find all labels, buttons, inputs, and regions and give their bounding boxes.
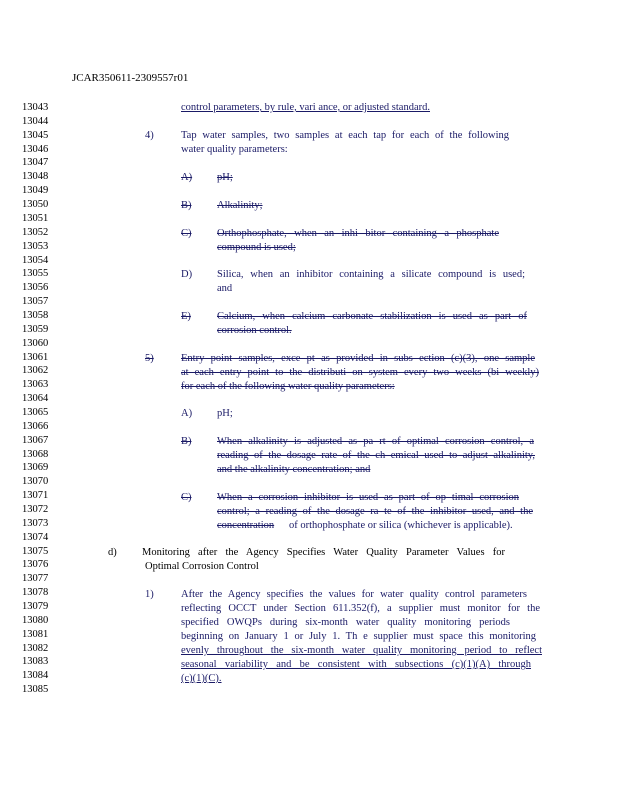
item-c-label: C) [181, 492, 192, 503]
item-c-label: C) [181, 228, 192, 239]
line-number: 13081 [22, 628, 49, 640]
item-5-label: 5) [145, 353, 154, 364]
line-number: 13084 [22, 670, 49, 682]
item-e-label: E) [181, 311, 191, 322]
text-line-13078: After the Agency specifies the values for water quality control parameters [181, 589, 527, 600]
line-number: 13065 [22, 406, 49, 418]
line-number: 13082 [22, 642, 49, 654]
text-line-13059: corrosion control. [217, 325, 292, 336]
line-number: 13075 [22, 545, 49, 557]
line-number: 13070 [22, 476, 49, 488]
text-line-13063: for each of the following water quality parameters: [181, 381, 395, 392]
line-number: 13071 [22, 490, 49, 502]
line-number: 13076 [22, 559, 49, 571]
line-number: 13046 [22, 143, 49, 155]
document-id: JCAR350611-2309557r01 [72, 72, 189, 84]
line-number: 13043 [22, 102, 49, 113]
line-number: 13085 [22, 684, 49, 696]
line-number: 13068 [22, 448, 49, 460]
text-line-13073: of orthophosphate or silica (whichever is applicable). [289, 520, 513, 531]
text-line-13068: reading of the dosage rate of the ch emical used to adjust alkalinity, [217, 450, 535, 461]
line-number: 13063 [22, 379, 49, 391]
line-number: 13059 [22, 323, 49, 335]
text-line-13079: reflecting OCCT under Section 611.352(f), a supplier must monitor for the [181, 603, 540, 614]
text-line-13058: Calcium, when calcium carbonate stabilization is used as part of [217, 311, 527, 322]
text-line-13069: and the alkalinity concentration; and [217, 464, 371, 475]
line-number: 13062 [22, 365, 49, 377]
line-number: 13067 [22, 434, 49, 446]
item-1-label: 1) [145, 589, 154, 600]
line-number: 13044 [22, 115, 49, 127]
text-line-13072: control; a reading of the dosage ra te of the inhibitor used, and the [217, 506, 533, 517]
item-b-label: B) [181, 436, 192, 447]
text-line-13050: Alkalinity; [217, 200, 263, 211]
line-number: 13073 [22, 517, 49, 529]
line-number: 13055 [22, 268, 49, 280]
text-line-13065: pH; [217, 408, 233, 419]
line-number: 13060 [22, 337, 49, 349]
line-number: 13051 [22, 212, 49, 224]
text-line-13082: evenly throughout the six-month water quality monitoring period to reflect [181, 645, 542, 656]
line-number: 13079 [22, 601, 49, 612]
text-line-13083: seasonal variability and be consistent with subsections (c)(1)(A) through [181, 659, 531, 670]
text-line-13045: Tap water samples, two samples at each tap for each of the following [181, 130, 509, 141]
text-line-13061: Entry point samples, exce pt as provided in subs ection (c)(3), one sample [181, 353, 535, 364]
line-number: 13080 [22, 614, 49, 626]
text-line-13084: (c)(1)(C). [181, 673, 222, 684]
line-number: 13074 [22, 531, 49, 543]
line-number: 13077 [22, 573, 49, 585]
line-number: 13048 [22, 171, 49, 183]
text-line-13067: When alkalinity is adjusted as pa rt of optimal corrosion control, a [217, 436, 534, 447]
item-b-label: B) [181, 200, 192, 211]
line-number: 13049 [22, 185, 49, 197]
text-line-13062: at each entry point to the distributi on system every two weeks (bi weekly) [181, 367, 539, 378]
item-4-label: 4) [145, 130, 154, 141]
line-number: 13054 [22, 254, 49, 266]
text-line-13081: beginning on January 1 or July 1. Th e supplier must space this monitoring [181, 631, 536, 642]
line-number: 13056 [22, 282, 49, 294]
line-number: 13047 [22, 157, 49, 169]
line-number: 13053 [22, 240, 49, 252]
line-number: 13052 [22, 226, 49, 238]
text-line-13056: and [217, 283, 233, 294]
text-line-13043: control parameters, by rule, vari ance, or adjusted standard. [181, 102, 430, 113]
line-number: 13061 [22, 351, 49, 363]
line-number: 13069 [22, 462, 49, 474]
line-number: 13064 [22, 393, 49, 405]
line-number: 13045 [22, 129, 49, 141]
text-line-13053: compound is used; [217, 242, 296, 253]
text-line-13048: pH; [217, 172, 233, 183]
text-line-13055: Silica, when an inhibitor containing a silicate compound is used; [217, 269, 525, 280]
line-number: 13078 [22, 587, 49, 599]
text-line-13071: When a corrosion inhibitor is used as part of op timal corrosion [217, 492, 519, 503]
item-a-label: A) [181, 172, 193, 183]
line-number: 13058 [22, 309, 49, 321]
line-number: 13057 [22, 296, 49, 307]
line-number: 13083 [22, 656, 49, 668]
section-d-title-cont: Optimal Corrosion Control [145, 561, 259, 572]
line-number: 13066 [22, 420, 49, 432]
line-number: 13050 [22, 199, 49, 210]
line-number: 13072 [22, 503, 49, 515]
item-d-label: D) [181, 269, 193, 280]
text-line-13073-struck: concentration [217, 520, 275, 531]
section-d-title: Monitoring after the Agency Specifies Water Quality Parameter Values for [142, 547, 505, 558]
section-d-label: d) [108, 547, 117, 558]
text-line-13052: Orthophosphate, when an inhi bitor containing a phosphate [217, 228, 499, 239]
text-line-13080: specified OWQPs during six-month water quality monitoring periods [181, 617, 510, 628]
item-a-label: A) [181, 408, 193, 419]
text-line-13046: water quality parameters: [181, 144, 288, 155]
